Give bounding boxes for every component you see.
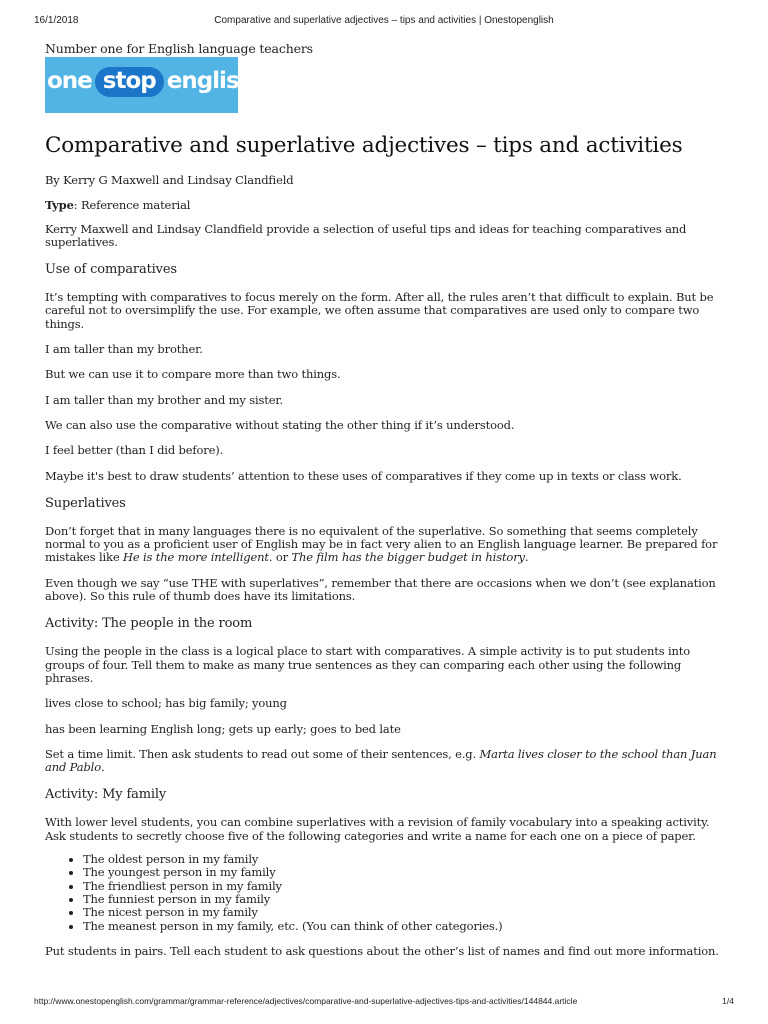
phrase-list: lives close to school; has big family; young — [45, 696, 287, 711]
heading-use-of-comparatives: Use of comparatives — [45, 262, 177, 278]
text-span: Set a time limit. Then ask students to read out some of their sentences, e.g. — [45, 746, 480, 761]
example-sentence: I feel better (than I did before). — [45, 443, 224, 458]
list-item: • The meanest person in my family, etc. (You can think of other categories.) — [83, 920, 725, 933]
list-item: • The youngest person in my family — [83, 866, 725, 879]
paragraph: With lower level students, you can combine superlatives with a revision of family vocabulary into a speaking activity. Ask students to secretly choose five of the following categories and write a name for each one on a piece of paper. — [45, 815, 710, 843]
logo-word-one: one — [47, 68, 92, 94]
example-italic: He is the more intelligent — [122, 550, 269, 565]
page-number: 1/4 — [722, 996, 734, 1006]
print-date: 16/1/2018 — [34, 15, 79, 26]
print-footer — [34, 996, 734, 1010]
onestopenglish-logo[interactable] — [45, 57, 255, 113]
logo-word-stop: stop — [95, 67, 164, 97]
paragraph: We can also use the comparative without stating the other thing if it’s understood. — [45, 417, 515, 432]
text-span: Don’t forget that in many languages there is no equivalent of the superlative. So something that seems completely normal to you as a proficient user of English may be in fact very alien to an English language learner. Be prepared for mistakes like — [45, 523, 718, 565]
type-label: Type — [45, 198, 74, 213]
list-item: • The friendliest person in my family — [83, 880, 725, 893]
phrase-list: has been learning English long; gets up early; goes to bed late — [45, 721, 401, 736]
article-intro: Kerry Maxwell and Lindsay Clandfield provide a selection of useful tips and ideas for teaching comparatives and superlatives. — [45, 221, 687, 249]
heading-superlatives: Superlatives — [45, 495, 126, 511]
paragraph: Put students in pairs. Tell each student to ask questions about the other’s list of names and find out more information. — [45, 943, 719, 958]
example-italic: Marta lives closer to the school than Juan and Pablo — [45, 746, 717, 775]
category-list — [45, 853, 725, 933]
heading-activity-my-family: Activity: My family — [45, 787, 167, 803]
example-sentence: I am taller than my brother and my sister. — [45, 392, 284, 407]
paragraph: Even though we say “use THE with superlatives”, remember that there are occasions when we don’t (see explanation above). So this rule of thumb does have its limitations. — [45, 575, 716, 604]
paragraph: It’s tempting with comparatives to focus merely on the form. After all, the rules aren’t that difficult to explain. But be careful not to oversimplify the use. For example, we often assume that comparatives are used only to compare two things. — [45, 290, 714, 331]
paragraph: Using the people in the class is a logical place to start with comparatives. A simple activity is to put students into groups of four. Tell them to make as many true sentences as they can comparing each other using the following phrases. — [45, 644, 691, 685]
print-header — [34, 15, 734, 29]
print-page-title: Comparative and superlative adjectives – tips and activities | Onestopenglish — [214, 15, 554, 26]
example-italic: The film has the bigger budget in history — [291, 550, 525, 565]
paragraph — [45, 748, 725, 775]
site-tagline: Number one for English language teachers — [45, 41, 313, 56]
text-span: . — [524, 550, 529, 565]
article-type — [45, 199, 725, 212]
heading-activity-people-in-room: Activity: The people in the room — [45, 616, 253, 632]
paragraph — [45, 525, 725, 565]
paragraph: But we can use it to compare more than two things. — [45, 367, 341, 382]
article-byline: By Kerry G Maxwell and Lindsay Clandfield — [45, 173, 294, 187]
article-content — [45, 40, 725, 958]
list-item: • The funniest person in my family — [83, 893, 725, 906]
logo-word-english: english — [166, 68, 255, 94]
text-span: . or — [268, 550, 292, 565]
list-item: • The nicest person in my family — [83, 906, 725, 919]
print-url[interactable]: http://www.onestopenglish.com/grammar/grammar-reference/adjectives/comparative-and-superlative-adjectives-tips-and-activities/144844.article — [34, 996, 578, 1006]
type-value: : Reference material — [73, 198, 191, 213]
text-span: . — [100, 760, 105, 775]
list-item: • The oldest person in my family — [83, 853, 725, 866]
logo-wordmark — [45, 68, 255, 94]
article-title: Comparative and superlative adjectives – tips and activities — [45, 133, 683, 158]
example-sentence: I am taller than my brother. — [45, 342, 203, 357]
paragraph: Maybe it's best to draw students’ attention to these uses of comparatives if they come up in texts or class work. — [45, 468, 682, 483]
